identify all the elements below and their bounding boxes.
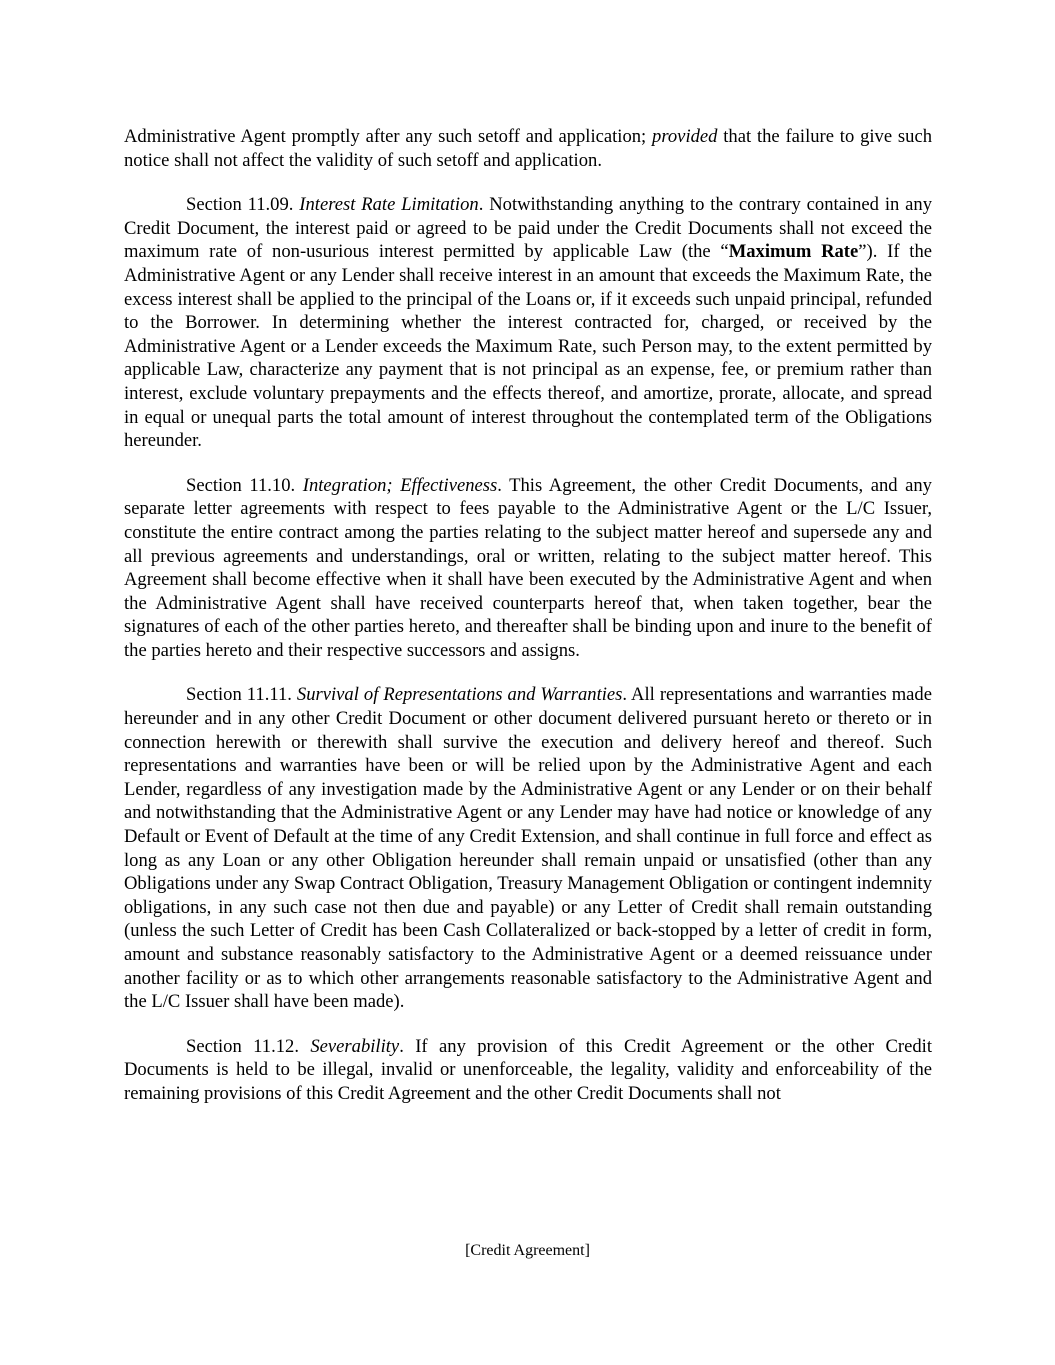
text-run: . This Agreement, the other Credit Documents, and any separate letter agreements with respect to fees payable to the Administrative Agent or the L/C Issuer, constitute the entire contract among the parties relating to the subject matter hereof and supersede any and all previous agreements and understandings, oral or written, relating to the subject matter hereof. This Agreement shall become effective when it shall have been executed by the Administrative Agent and when the Administrative Agent shall have received counterparts hereof that, when taken together, bear the signatures of each of the other parties hereto, and thereafter shall be binding upon and inure to the benefit of the parties hereto and their respective successors and assigns. <box>124 474 932 661</box>
paragraph-continuation <box>124 125 932 172</box>
section-number: Section 11.11. <box>186 684 297 706</box>
defined-term: Maximum Rate <box>728 241 859 263</box>
section-number: Section 11.10. <box>186 474 303 496</box>
text-run: Administrative Agent promptly after any such setoff and application; <box>124 126 653 147</box>
text-run: . Notwithstanding anything to the contrary contained in any Credit Document, the interest paid or agreed to be paid under the Credit Documents shall not exceed the maximum rate of non-usurious interest permitted by applicable Law (the “ <box>124 194 932 263</box>
text-run: . All representations and warranties made hereunder and in any other Credit Document or other document delivered pursuant hereto or thereto or in connection herewith or therewith shall survive the execution and delivery hereof and thereof. Such representations and warranties have been or will be relied upon by the Administrative Agent and each Lender, regardless of any investigation made by the Administrative Agent or any Lender or on their behalf and notwithstanding that the Administrative Agent or any Lender may have had notice or knowledge of any Default or Event of Default at the time of any Credit Extension, and shall continue in full force and effect as long as any Loan or any other Obligation hereunder shall remain unpaid or unsatisfied (other than any Obligations under any Swap Contract Obligation, Treasury Management Obligation or contingent indemnity obligations, in any such case not then due and payable) or any Letter of Credit shall remain outstanding (unless the such Letter of Credit has been Cash Collateralized or back-stopped by a letter of credit in form, amount and substance reasonably satisfactory to the Administrative Agent or a deemed reissuance under another facility or as to which other arrangements reasonable satisfactory to the Administrative Agent and the L/C Issuer shall have been made). <box>124 684 932 1013</box>
section-heading: Interest Rate Limitation <box>299 194 479 216</box>
section-number: Section 11.12. <box>186 1035 311 1057</box>
section-heading: Survival of Representations and Warranties <box>296 684 623 706</box>
text-run: ”). If the Administrative Agent or any Lender shall receive interest in an amount that exceeds the Maximum Rate, the excess interest shall be applied to the principal of the Loans or, if it exceeds such unpaid principal, refunded to the Borrower. In determining whether the interest contracted for, charged, or received by the Administrative Agent or a Lender exceeds the Maximum Rate, such Person may, to the extent permitted by applicable Law, characterize any payment that is not principal as an expense, fee, or premium rather than interest, exclude voluntary prepayments and the effects thereof, and amortize, prorate, allocate, and spread in equal or unequal parts the total amount of interest throughout the contemplated term of the Obligations hereunder. <box>124 241 932 452</box>
page-footer: [Credit Agreement] <box>465 1242 590 1259</box>
paragraph-section-11-12 <box>124 1035 932 1106</box>
section-heading: Severability <box>310 1035 400 1057</box>
section-heading: Integration; Effectiveness <box>302 474 498 496</box>
document-body <box>124 125 932 1127</box>
paragraph-section-11-09 <box>124 193 932 453</box>
paragraph-section-11-11 <box>124 683 932 1013</box>
text-run: that the failure to give such notice shall not affect the validity of such setoff and application. <box>124 126 932 171</box>
text-run: . If any provision of this Credit Agreement or the other Credit Documents is held to be illegal, invalid or unenforceable, the legality, validity and enforceability of the remaining provisions of this Credit Agreement and the other Credit Documents shall not <box>124 1035 932 1104</box>
paragraph-section-11-10 <box>124 474 932 663</box>
text-run-italic: provided <box>652 126 718 147</box>
section-number: Section 11.09. <box>186 194 300 216</box>
